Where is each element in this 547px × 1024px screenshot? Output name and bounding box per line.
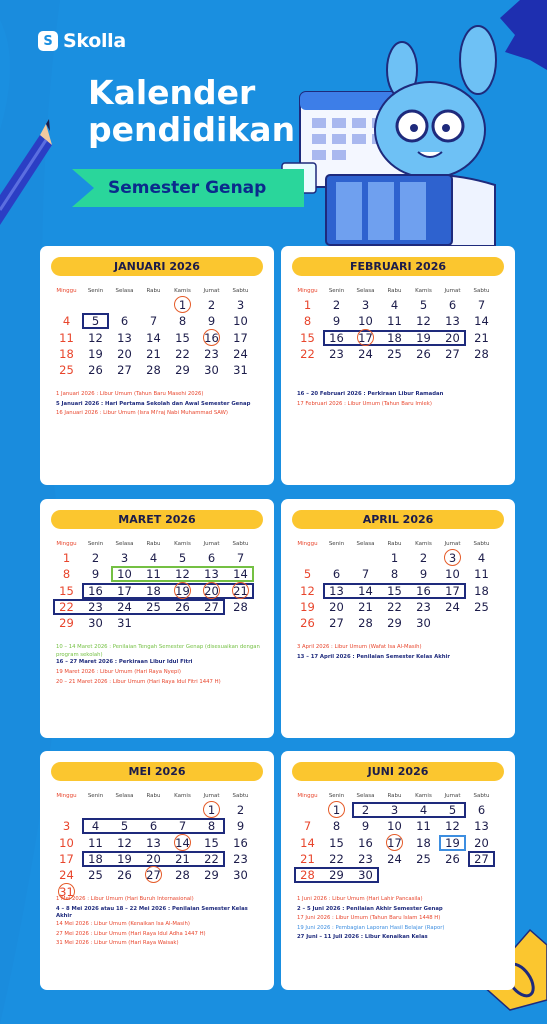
calendar-day: 20 [474,835,489,850]
calendar-day: 4 [419,803,428,817]
event-note: 10 – 14 Maret 2026 : Penilaian Tengah Semester Genap (disesuaikan dengan program sekolah) [56,644,260,658]
calendar-day: 14 [358,583,373,598]
calendar-day: 28 [300,868,315,883]
calendar-day: 31 [233,363,248,378]
calendar-day: 10 [387,819,402,834]
calendar-day: 22 [300,346,315,361]
calendar-day: 26 [117,868,132,883]
weekday-header: Selasa [356,793,375,799]
calendar-day: 28 [146,363,161,378]
calendar-day: 1 [62,551,71,565]
calendar-day: 24 [358,346,373,361]
calendar-day: 23 [204,346,219,361]
holiday-circle [328,801,345,818]
calendar-day: 18 [59,346,74,361]
calendar-day: 16 [416,583,431,598]
calendar-day: 10 [117,567,132,582]
weekday-header: Kamis [174,793,191,799]
weekday-header: Rabu [146,793,161,799]
event-note: 16 Januari 2026 : Libur Umum (Isra Mi'raj Nabi Muhammad SAW) [56,410,228,417]
calendar-day: 1 [207,803,216,817]
weekday-header: Senin [328,793,345,799]
weekday-header: Sabtu [232,288,249,294]
calendar-day: 22 [329,851,344,866]
calendar-day: 24 [117,599,132,614]
weekday-header: Minggu [56,288,77,294]
calendar-day: 3 [448,551,457,565]
calendar-day: 21 [358,599,373,614]
calendar-day: 28 [358,616,373,631]
month-title: MEI 2026 [51,762,263,781]
calendar-day: 17 [445,583,460,598]
calendar-day: 20 [146,851,161,866]
calendar-day: 2 [332,298,341,312]
calendar-day: 26 [175,599,190,614]
weekday-header: Kamis [415,541,432,547]
calendar-day: 12 [88,330,103,345]
event-note: 4 – 8 Mei 2026 atau 18 – 22 Mei 2026 : Penilaian Semester Kelas Akhir [56,905,248,920]
calendar-day: 24 [59,868,74,883]
weekday-header: Rabu [387,288,402,294]
weekday-header: Selasa [115,541,134,547]
calendar-day: 29 [175,363,190,378]
calendar-day: 8 [207,819,216,834]
calendar-day: 20 [329,599,344,614]
calendar-day: 19 [445,835,460,850]
calendar-day: 6 [207,551,216,565]
calendar-day: 13 [445,314,460,329]
weekday-header: Senin [87,541,104,547]
weekday-header: Jumat [444,541,461,547]
calendar-day: 23 [329,346,344,361]
calendar-day: 28 [175,868,190,883]
calendar-day: 17 [358,330,373,345]
calendar-day: 13 [329,583,344,598]
calendar-day: 11 [387,314,402,329]
calendar-day: 30 [358,868,373,883]
calendar-day: 29 [204,868,219,883]
calendar-day: 20 [204,583,219,598]
calendar-day: 7 [303,819,312,834]
calendar-day: 4 [91,819,100,834]
calendar-day: 3 [62,819,71,834]
calendar-day: 26 [88,363,103,378]
holiday-circle [203,329,220,346]
calendar-day: 16 [204,330,219,345]
weekday-header: Jumat [444,793,461,799]
calendar-day: 19 [117,851,132,866]
calendar-day: 19 [416,330,431,345]
calendar-day: 14 [300,835,315,850]
semester-banner [72,169,304,207]
calendar-day: 30 [204,363,219,378]
weekday-header: Kamis [174,288,191,294]
month-card [281,499,515,738]
calendar-day: 5 [448,803,457,817]
weekday-header: Minggu [56,541,77,547]
weekday-header: Jumat [444,288,461,294]
month-card [281,246,515,485]
calendar-day: 8 [332,819,341,834]
calendar-day: 27 [445,346,460,361]
weekday-header: Selasa [115,793,134,799]
calendar-day: 30 [416,616,431,631]
calendar-day: 29 [387,616,402,631]
calendar-day: 9 [361,819,370,834]
calendar-day: 7 [236,551,245,565]
calendar-day: 12 [175,567,190,582]
calendar-day: 10 [358,314,373,329]
title-line-1: Kalender [88,73,256,112]
event-note: 17 Juni 2026 : Libur Umum (Tahun Baru Islam 1448 H) [297,915,441,922]
calendar-day: 29 [59,616,74,631]
calendar-day: 9 [236,819,245,834]
calendar-day: 20 [445,330,460,345]
calendar-day: 2 [236,803,245,817]
calendar-day: 17 [59,851,74,866]
calendar-day: 10 [233,314,248,329]
weekday-header: Sabtu [473,288,490,294]
calendar-day: 22 [387,599,402,614]
calendar-day: 9 [419,567,428,582]
brand-name: Skolla [63,30,126,52]
month-title: JANUARI 2026 [51,257,263,276]
star-decoration [500,0,547,70]
calendar-day: 13 [117,330,132,345]
calendar-day: 3 [361,298,370,312]
calendar-day: 4 [477,551,486,565]
calendar-day: 23 [416,599,431,614]
event-note: 27 Juni – 11 Juli 2026 : Libur Kenaikan Kelas [297,934,428,941]
calendar-day: 12 [300,583,315,598]
calendar-day: 19 [175,583,190,598]
calendar-day: 2 [207,298,216,312]
event-note: 13 – 17 April 2026 : Penilaian Semester Kelas Akhir [297,653,450,660]
calendar-day: 15 [175,330,190,345]
calendar-day: 4 [149,551,158,565]
calendar-day: 27 [117,363,132,378]
calendar-day: 10 [59,835,74,850]
calendar-day: 9 [207,314,216,329]
calendar-day: 16 [329,330,344,345]
calendar-day: 6 [332,567,341,582]
weekday-header: Selasa [356,288,375,294]
calendar-day: 18 [88,851,103,866]
calendar-day: 13 [146,835,161,850]
calendar-day: 8 [390,567,399,582]
calendar-day: 4 [390,298,399,312]
weekday-header: Jumat [203,541,220,547]
weekday-header: Minggu [297,541,318,547]
weekday-header: Rabu [146,288,161,294]
calendar-day: 10 [445,567,460,582]
calendar-day: 3 [390,803,399,817]
weekday-header: Jumat [203,288,220,294]
calendar-day: 8 [62,567,71,582]
calendar-day: 15 [204,835,219,850]
event-note: 3 April 2026 : Libur Umum (Wafat Isa Al-Masih) [297,644,422,650]
month-title: FEBRUARI 2026 [292,257,504,276]
calendar-day: 11 [59,330,74,345]
calendar-day: 21 [233,583,248,598]
calendar-day: 23 [233,851,248,866]
calendar-day: 16 [233,835,248,850]
event-note: 31 Mei 2026 : Libur Umum (Hari Raya Waisak) [56,940,179,947]
calendar-day: 21 [300,851,315,866]
weekday-header: Sabtu [232,541,249,547]
calendar-day: 6 [448,298,457,312]
calendar-day: 2 [419,551,428,565]
weekday-header: Jumat [203,793,220,799]
event-note: 1 Juni 2026 : Libur Umum (Hari Lahir Pancasila) [297,896,423,902]
weekday-header: Senin [87,793,104,799]
calendar-day: 17 [233,330,248,345]
calendar-day: 27 [204,599,219,614]
calendar-day: 2 [361,803,370,817]
calendar-day: 13 [204,567,219,582]
event-note: 16 – 20 Februari 2026 : Perkiraan Libur Ramadan [297,391,444,397]
calendar-day: 14 [146,330,161,345]
calendar-day: 17 [387,835,402,850]
holiday-circle [232,582,249,599]
calendar-day: 15 [300,330,315,345]
calendar-day: 5 [91,314,100,329]
calendar-day: 23 [358,851,373,866]
calendar-day: 26 [445,851,460,866]
month-title: APRIL 2026 [292,510,504,529]
calendar-day: 1 [303,298,312,312]
weekday-header: Sabtu [473,541,490,547]
holiday-circle [444,549,461,566]
calendar-day: 19 [88,346,103,361]
calendar-day: 23 [88,599,103,614]
holiday-circle [174,834,191,851]
event-note: 19 Maret 2026 : Libur Umum (Hari Raya Nyepi) [56,668,181,675]
weekday-header: Kamis [174,541,191,547]
weekday-header: Selasa [356,541,375,547]
calendar-day: 18 [387,330,402,345]
calendar-day: 30 [233,868,248,883]
page-title [88,74,295,148]
calendar-day: 27 [146,868,161,883]
calendar-day: 14 [175,835,190,850]
calendar-day: 11 [474,567,489,582]
calendar-day: 12 [117,835,132,850]
calendar-day: 25 [416,851,431,866]
calendar-day: 9 [332,314,341,329]
weekday-header: Minggu [56,793,77,799]
calendar-day: 12 [416,314,431,329]
calendar-day: 6 [120,314,129,329]
calendar-day: 8 [303,314,312,329]
calendar-day: 25 [387,346,402,361]
event-note: 14 Mei 2026 : Libur Umum (Kenaikan Isa Al-Masih) [56,920,190,927]
calendar-day: 18 [474,583,489,598]
weekday-header: Selasa [115,288,134,294]
calendar-day: 7 [361,567,370,582]
calendar-day: 18 [146,583,161,598]
calendar-day: 28 [233,599,248,614]
calendar-day: 5 [303,567,312,582]
weekday-header: Kamis [415,793,432,799]
calendar-day: 15 [329,835,344,850]
calendar-day: 21 [474,330,489,345]
calendar-day: 5 [120,819,129,834]
holiday-circle [174,582,191,599]
weekday-header: Senin [328,541,345,547]
calendar-day: 29 [329,868,344,883]
event-note: 20 – 21 Maret 2026 : Libur Umum (Hari Raya Idul Fitri 1447 H) [56,678,221,685]
calendar-day: 7 [178,819,187,834]
calendar-day: 31 [117,616,132,631]
calendar-day: 1 [390,551,399,565]
calendar-day: 7 [477,298,486,312]
calendar-day: 24 [387,851,402,866]
event-note: 27 Mei 2026 : Libur Umum (Hari Raya Idul Adha 1447 H) [56,930,206,937]
calendar-day: 25 [146,599,161,614]
calendar-day: 25 [474,599,489,614]
calendar-day: 21 [146,346,161,361]
month-card [40,246,274,485]
calendar-day: 21 [175,851,190,866]
event-note: 17 Februari 2026 : Libur Umum (Tahun Baru Imlek) [297,400,432,407]
event-note: 5 Januari 2026 : Hari Pertama Sekolah dan Awal Semester Genap [56,400,251,407]
month-card [281,751,515,990]
holiday-circle [386,834,403,851]
calendar-day: 17 [117,583,132,598]
calendar-day: 13 [474,819,489,834]
event-note: 16 – 27 Maret 2026 : Perkiraan Libur Idul Fitri [56,659,193,666]
calendar-day: 20 [117,346,132,361]
calendar-day: 8 [178,314,187,329]
weekday-header: Kamis [415,288,432,294]
calendar-day: 24 [233,346,248,361]
calendar-day: 25 [59,363,74,378]
calendar-day: 2 [91,551,100,565]
calendar-day: 30 [88,616,103,631]
calendar-day: 31 [59,884,74,899]
holiday-circle [203,801,220,818]
calendar-day: 1 [332,803,341,817]
calendar-day: 6 [149,819,158,834]
calendar-day: 3 [236,298,245,312]
calendar-day: 5 [178,551,187,565]
month-title: JUNI 2026 [292,762,504,781]
calendar-day: 6 [477,803,486,817]
event-note: 1 Januari 2026 : Libur Umum (Tahun Baru Masehi 2026) [56,391,204,397]
weekday-header: Sabtu [473,793,490,799]
brand-logo [38,30,126,52]
calendar-day: 27 [329,616,344,631]
calendar-day: 26 [416,346,431,361]
weekday-header: Senin [87,288,104,294]
calendar-day: 19 [300,599,315,614]
calendar-day: 12 [445,819,460,834]
weekday-header: Rabu [387,793,402,799]
holiday-circle [174,296,191,313]
holiday-circle [357,329,374,346]
calendar-day: 22 [204,851,219,866]
calendar-day: 9 [91,567,100,582]
calendar-day: 18 [416,835,431,850]
calendar-day: 26 [300,616,315,631]
weekday-header: Senin [328,288,345,294]
calendar-day: 14 [233,567,248,582]
calendar-day: 27 [474,851,489,866]
weekday-header: Sabtu [232,793,249,799]
month-title: MARET 2026 [51,510,263,529]
calendar-day: 22 [59,599,74,614]
month-card [40,499,274,738]
event-note: 19 Juni 2026 : Pembagian Laporan Hasil Belajar (Rapor) [297,924,445,931]
event-note: 1 Mei 2026 : Libur Umum (Hari Buruh Internasional) [56,896,194,902]
calendar-day: 11 [416,819,431,834]
calendar-day: 24 [445,599,460,614]
holiday-circle [203,582,220,599]
calendar-day: 15 [387,583,402,598]
calendar-day: 25 [88,868,103,883]
calendar-day: 3 [120,551,129,565]
weekday-header: Minggu [297,288,318,294]
event-note: 2 – 5 Juni 2026 : Penilaian Akhir Semester Genap [297,905,443,912]
weekday-header: Minggu [297,793,318,799]
calendar-day: 5 [419,298,428,312]
calendar-day: 11 [146,567,161,582]
calendar-day: 1 [178,298,187,312]
calendar-day: 15 [59,583,74,598]
title-line-2: pendidikan [88,110,296,149]
weekday-header: Rabu [387,541,402,547]
calendar-day: 4 [62,314,71,329]
calendar-day: 7 [149,314,158,329]
calendar-day: 16 [88,583,103,598]
semester-label: Semester Genap [108,178,267,198]
month-card [40,751,274,990]
calendar-day: 22 [175,346,190,361]
calendar-day: 16 [358,835,373,850]
calendar-day: 28 [474,346,489,361]
skolla-logo-icon: S [38,31,58,51]
calendar-day: 14 [474,314,489,329]
calendar-day: 11 [88,835,103,850]
weekday-header: Rabu [146,541,161,547]
